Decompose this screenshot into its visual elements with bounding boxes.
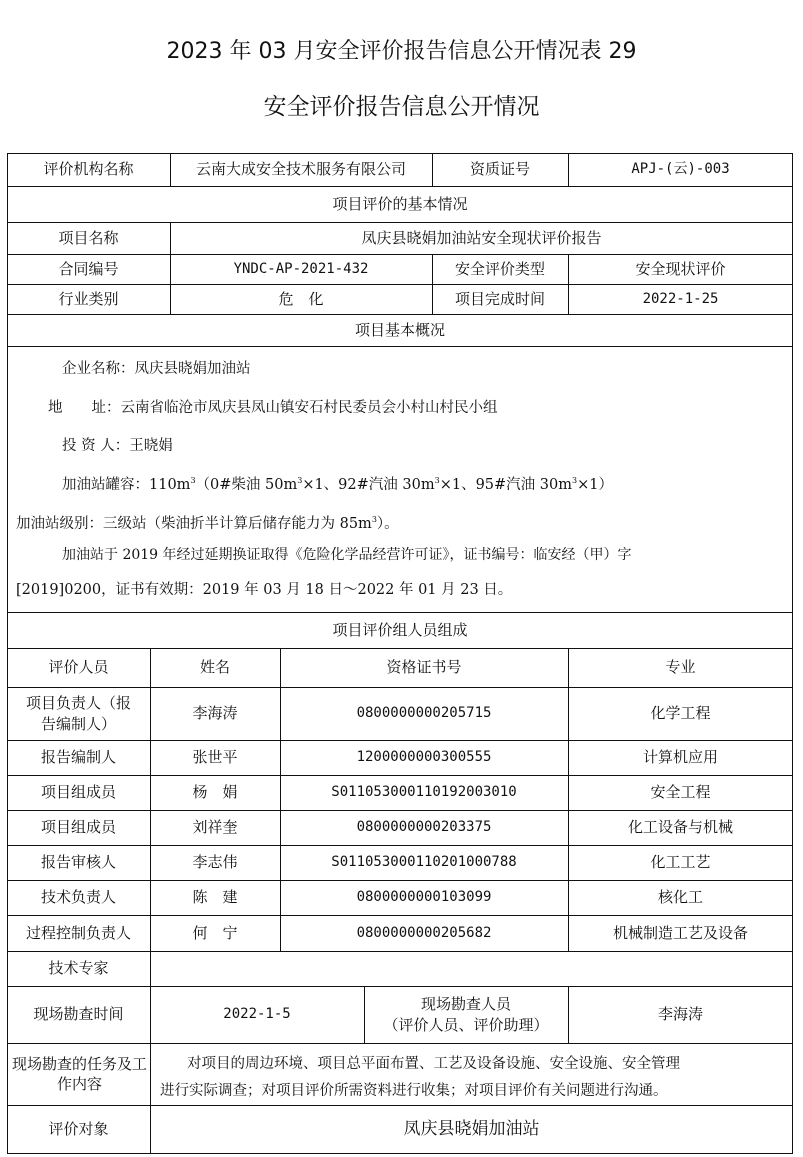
team-row-name: 张世平 xyxy=(192,748,238,767)
address-label: 地 址： xyxy=(48,400,121,416)
capacity-line: 加油站罐容：$110m^3(0\#$柴油 $50m^3\times 1$、92#汽油 $30m^3\times 1$、95#汽油 $30m^3\times 1$） xyxy=(62,476,613,493)
team-row-role: 过程控制负责人 xyxy=(25,923,131,942)
team-row-name: 何 宁 xyxy=(192,923,238,942)
license-line-1: 加油站于 2019 年经过延期换证取得《危险化学品经营许可证》，证书编号：临安经（甲）字 xyxy=(62,547,632,563)
target-label: 评价对象 xyxy=(48,1120,109,1139)
team-row-major: 机械制造工艺及设备 xyxy=(612,923,748,942)
team-row-cert: 0800000000205715 xyxy=(356,705,492,722)
team-row-major: 计算机应用 xyxy=(642,748,718,767)
finish-date-value: 2022-1-25 xyxy=(642,290,719,307)
expert-label: 技术专家 xyxy=(48,959,109,978)
address-value: 云南省临沧市凤庆县凤山镇安石村民委员会小村山村民小组 xyxy=(120,400,498,416)
survey-task-label: 现场勘查的任务及工作内容 xyxy=(11,1054,147,1093)
investor-label: 投 资 人： xyxy=(62,438,130,454)
team-row-major: 核化工 xyxy=(657,888,703,907)
team-row-major: 安全工程 xyxy=(650,783,711,802)
team-row-major: 化工设备与机械 xyxy=(627,818,733,837)
team-section-title: 项目评价组人员组成 xyxy=(332,620,468,639)
team-row-name: 杨 娟 xyxy=(192,783,238,802)
project-name-label: 项目名称 xyxy=(58,228,119,247)
team-header-role: 评价人员 xyxy=(48,658,109,677)
contract-label: 合同编号 xyxy=(58,259,119,278)
project-name-value: 凤庆县晓娟加油站安全现状评价报告 xyxy=(361,228,602,247)
team-row-major: 化工工艺 xyxy=(650,853,711,872)
station-level-line: 加油站级别：三级站（柴油折半计算后储存能力为 $85m^3$）。 xyxy=(16,515,399,532)
team-row-role: 技术负责人 xyxy=(40,888,116,907)
team-header-name: 姓名 xyxy=(199,658,230,677)
team-row-role: 项目负责人（报告编制人） xyxy=(25,694,131,733)
license-line-2: [2019]0200，证书有效期：2019 年 03 月 18 日～2022 年 01 月 23 日。 xyxy=(16,582,513,598)
contract-value: YNDC-AP-2021-432 xyxy=(233,260,369,277)
industry-value: 危 化 xyxy=(278,289,324,308)
org-value: 云南大成安全技术服务有限公司 xyxy=(195,160,406,179)
eval-type-value: 安全现状评价 xyxy=(635,259,726,278)
survey-task-line-2: 进行实际调查；对项目评价所需资料进行收集；对项目评价有关问题进行沟通。 xyxy=(160,1083,668,1099)
survey-staff-value: 李海涛 xyxy=(657,1005,703,1024)
team-header-cert: 资格证书号 xyxy=(386,658,462,677)
team-row-role: 报告编制人 xyxy=(40,748,116,767)
cert-value: APJ-(云)-003 xyxy=(631,161,730,178)
team-row-name: 陈 建 xyxy=(192,888,238,907)
investor-line xyxy=(62,434,173,455)
eval-type-label: 安全评价类型 xyxy=(454,259,545,278)
company-label: 企业名称： xyxy=(62,361,135,377)
basic-section-title: 项目评价的基本情况 xyxy=(332,194,468,213)
team-row-role: 项目组成员 xyxy=(40,783,116,802)
finish-date-label: 项目完成时间 xyxy=(454,289,545,308)
survey-time-value: 2022-1-5 xyxy=(223,1006,291,1023)
address-line xyxy=(48,396,498,417)
team-row-cert: S011053000110201000788 xyxy=(331,854,517,871)
team-row-major: 化学工程 xyxy=(650,704,711,723)
survey-time-label: 现场勘查时间 xyxy=(33,1005,124,1024)
team-row-name: 李海涛 xyxy=(192,704,238,723)
team-row-cert: 1200000000300555 xyxy=(356,749,492,766)
team-row-cert: 0800000000205682 xyxy=(356,924,492,941)
team-header-major: 专业 xyxy=(665,658,696,677)
company-line xyxy=(62,357,251,378)
team-row-cert: 0800000000203375 xyxy=(356,819,492,836)
cert-label: 资质证号 xyxy=(469,160,530,179)
team-row-name: 刘祥奎 xyxy=(192,818,238,837)
document-subtitle: 安全评价报告信息公开情况 xyxy=(263,94,540,120)
team-row-cert: S011053000110192003010 xyxy=(331,784,517,801)
survey-task-line-1: 对项目的周边环境、项目总平面布置、工艺及设备设施、安全设施、安全管理 xyxy=(187,1056,680,1072)
team-row-role: 项目组成员 xyxy=(40,818,116,837)
overview-section-title: 项目基本概况 xyxy=(354,320,445,339)
company-value: 凤庆县晓娟加油站 xyxy=(134,361,251,377)
document-title: 2023 年 03 月安全评价报告信息公开情况表 29 xyxy=(166,39,637,64)
team-row-name: 李志伟 xyxy=(192,853,238,872)
team-row-cert: 0800000000103099 xyxy=(356,889,492,906)
investor-value: 王晓娟 xyxy=(129,438,173,454)
team-row-role: 报告审核人 xyxy=(40,853,116,872)
survey-staff-label: 现场勘查人员 （评价人员、评价助理） xyxy=(383,995,549,1034)
target-value: 凤庆县晓娟加油站 xyxy=(403,1119,540,1140)
industry-label: 行业类别 xyxy=(58,289,119,308)
org-label: 评价机构名称 xyxy=(43,160,134,179)
